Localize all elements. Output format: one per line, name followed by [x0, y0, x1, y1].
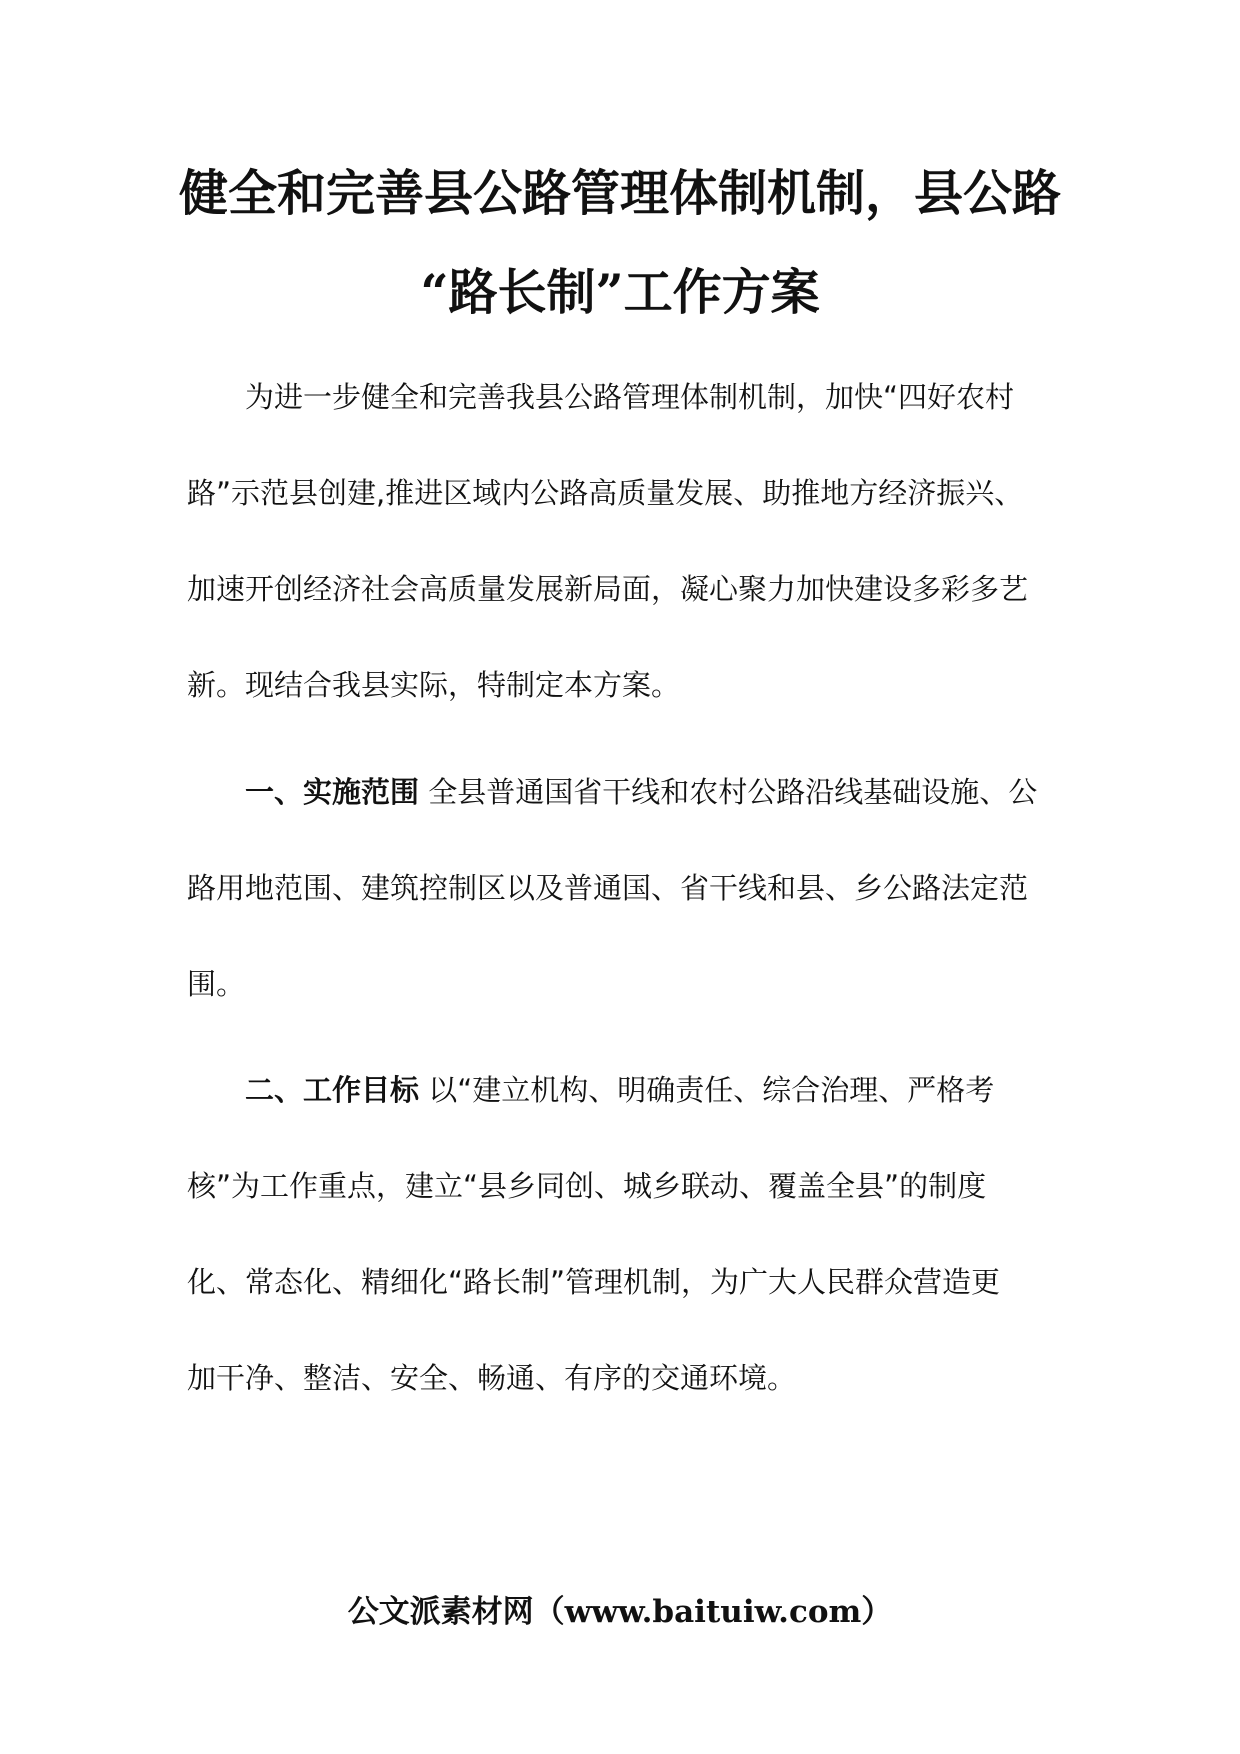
section2-text-1: 以“建立机构、明确责任、综合治理、严格考	[428, 1073, 995, 1107]
intro-line-3: 加速开创经济社会高质量发展新局面，凝心聚力加快建设多彩多艺	[187, 572, 1029, 606]
footer-source: 公文派素材网（www.baituiw.com）	[347, 1594, 893, 1630]
section2-line-3: 化、常态化、精细化“路长制”管理机制，为广大人民群众营造更	[187, 1265, 1001, 1299]
section1-line-3: 围。	[187, 967, 246, 1001]
section1-heading: 一、实施范围	[245, 775, 420, 809]
section1-text-1: 全县普通国省干线和农村公路沿线基础设施、公	[428, 775, 1038, 809]
section2-heading: 二、工作目标	[245, 1073, 420, 1107]
intro-line-4: 新。现结合我县实际，特制定本方案。	[187, 668, 681, 702]
section2-line-4: 加干净、整洁、安全、畅通、有序的交通环境。	[187, 1361, 797, 1395]
section1-line-2: 路用地范围、建筑控制区以及普通国、省干线和县、乡公路法定范	[187, 871, 1029, 905]
title-line-2: “路长制”工作方案	[420, 263, 820, 321]
intro-line-2: 路”示范县创建,推进区域内公路高质量发展、助推地方经济振兴、	[187, 476, 1024, 510]
section1-line-1	[245, 772, 1037, 812]
section2-line-2: 核”为工作重点，建立“县乡同创、城乡联动、覆盖全县”的制度	[187, 1169, 987, 1203]
intro-line-1: 为进一步健全和完善我县公路管理体制机制，加快“四好农村	[245, 380, 1015, 414]
section2-line-1	[245, 1070, 994, 1110]
title-line-1: 健全和完善县公路管理体制机制，县公路	[178, 164, 1061, 222]
